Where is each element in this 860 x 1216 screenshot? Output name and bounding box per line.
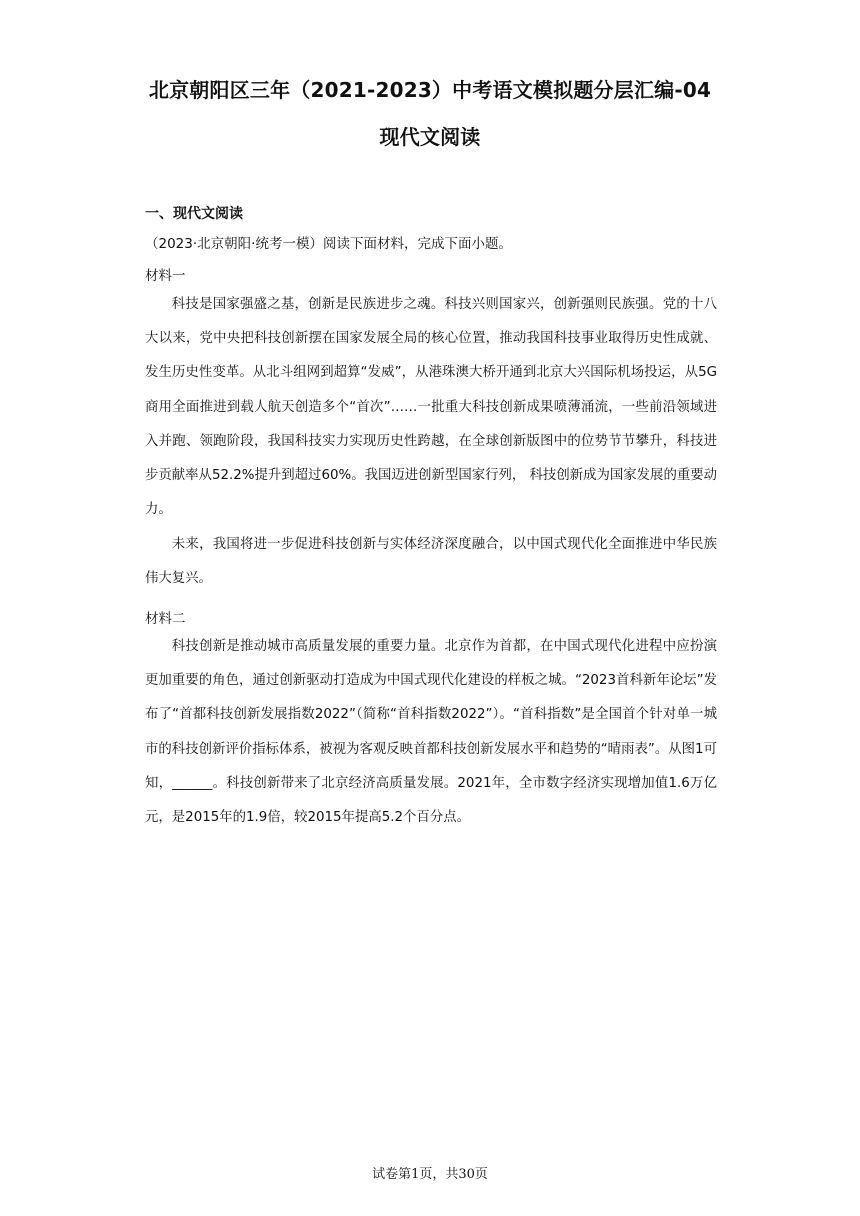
document-title-line-2: 现代文阅读 <box>379 125 481 149</box>
document-title-line-1: 北京朝阳区三年（2021-2023）中考语文模拟题分层汇编-04 <box>148 78 712 102</box>
material-2-label: 材料二 <box>145 611 186 627</box>
material-2-paragraph-1: 科技创新是推动城市高质量发展的重要力量。北京作为首都，在中国式现代化进程中应扮演更加重要的角色，通过创新驱动打造成为中国式现代化建设的样板之城。“2023首科新年论坛”发布了“首都科技创新发展指数2022”（简称“首科指数2022”）。“首科指数”是全国首个针对单一城市的科技创新评价指标体系，被视为客观反映首都科技创新发展水平和趋势的“晴雨表”。从图1可知，______。科技创新带来了北京经济高质量发展。2021年，全市数字经济实现增加值1.6万亿元，是2015年的1.9倍，较2015年提高5.2个百分点。 <box>145 639 717 826</box>
section-heading: 一、现代文阅读 <box>145 206 243 222</box>
source-note: （2023·北京朝阳·统考一模）阅读下面材料，完成下面小题。 <box>145 236 512 252</box>
material-1-paragraph-1: 科技是国家强盛之基，创新是民族进步之魂。科技兴则国家兴，创新强则民族强。党的十八大以来，党中央把科技创新摆在国家发展全局的核心位置，推动我国科技事业取得历史性成就、发生历史性变革。从北斗组网到超算“发威”，从港珠澳大桥开通到北京大兴国际机场投运，从5G商用全面推进到载人航天创造多个“首次”……一批重大科技创新成果喷薄涌流，一些前沿领域进入并跑、领跑阶段，我国科技实力实现历史性跨越，在全球创新版图中的位势节节攀升，科技进步贡献率从52.2%提升到超过60%。我国迈进创新型国家行列， 科技创新成为国家发展的重要动力。 <box>145 297 718 518</box>
material-1-label: 材料一 <box>145 268 186 284</box>
page-footer: 试卷第1页，共30页 <box>372 1167 488 1182</box>
material-1-paragraph-2: 未来，我国将进一步促进科技创新与实体经济深度融合，以中国式现代化全面推进中华民族伟大复兴。 <box>145 537 717 587</box>
